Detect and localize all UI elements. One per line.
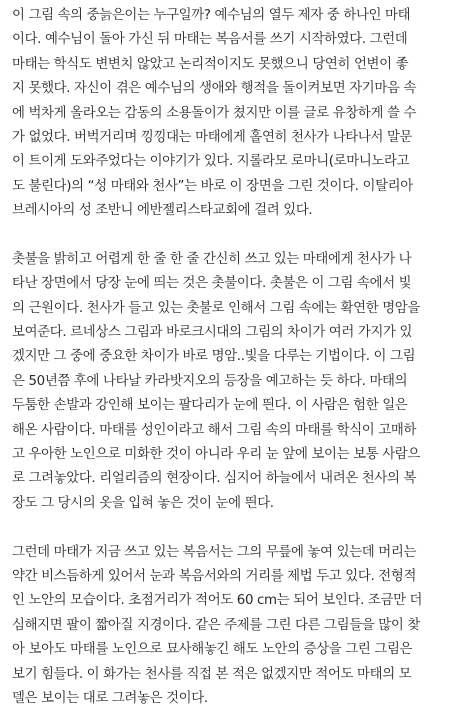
text-line: 타난 장면에서 당장 눈에 띄는 것은 촛불이다. 촛불은 이 그림 속에서 빛 xyxy=(12,276,412,292)
text-line: 이 그림 속의 중늙은이는 누구일까? 예수님의 열두 제자 중 하나인 마태 xyxy=(12,8,411,23)
text-line: 이 트이게 도와주었다는 이야기가 있다. 지롤라모 로마니(로마니노라고 xyxy=(12,154,410,170)
text-line: 델은 보이는 대로 그려놓은 것이다. xyxy=(12,690,208,706)
text-line: 의 근원이다. 천사가 들고 있는 촛불로 인해서 그림 속에는 확연한 명암을 xyxy=(12,300,420,316)
text-line: 에 벅차게 올라오는 감동의 소용돌이가 쳤지만 이를 글로 유창하게 쓸 수 xyxy=(12,105,417,121)
text-line: 아 보아도 마태를 노인으로 묘사해놓긴 해도 노안의 증상을 그린 그림은 xyxy=(12,642,413,658)
text-line: 보여준다. 르네상스 그림과 바로크시대의 그림의 차이가 여러 가지가 있 xyxy=(12,325,413,341)
text-line: 약간 비스듬하게 있어서 눈과 복음서와의 거리를 제법 두고 있다. 전형적 xyxy=(12,568,417,584)
paragraph-spacer xyxy=(12,224,464,248)
text-line: 장도 그 당시의 옷을 입혀 놓은 것이 눈에 띈다. xyxy=(12,495,274,511)
text-line: 두툼한 손발과 강인해 보이는 팔다리가 눈에 띈다. 이 사람은 험한 일은 xyxy=(12,398,408,414)
text-line: 지 못했다. 자신이 겪은 예수님의 생애와 행적을 돌이켜보면 자기마음 속 xyxy=(12,81,417,97)
text-line: 로 그려놓았다. 리얼리즘의 현장이다. 심지어 하늘에서 내려온 천사의 복 xyxy=(12,471,417,487)
text-line: 인 노안의 모습이다. 초점거리가 적어도 60 cm는 되어 보인다. 조금만 더 xyxy=(12,593,423,609)
paragraph-spacer xyxy=(12,516,464,540)
paragraph-intro xyxy=(12,4,464,224)
text-line: 이다. 예수님이 돌아 가신 뒤 마태는 복음서를 쓰기 시작하였다. 그런데 xyxy=(12,32,408,48)
text-line: 촛불을 밝히고 어렵게 한 줄 한 줄 간신히 쓰고 있는 마태에게 천사가 나 xyxy=(12,251,412,267)
paragraph-presbyopia xyxy=(12,541,464,711)
paragraph-candlelight xyxy=(12,248,464,516)
text-line: 겠지만 그 중에 중요한 차이가 바로 명암..빛을 다루는 기법이다. 이 그림 xyxy=(12,349,416,365)
text-line: 마태는 학식도 변변치 않았고 논리적이지도 못했으니 당연히 언변이 좋 xyxy=(12,56,409,72)
text-line: 고 우아한 노인으로 미화한 것이 아니라 우리 눈 앞에 보이는 보통 사람으 xyxy=(12,447,420,463)
article-body xyxy=(12,4,464,711)
text-line: 은 50년쯤 후에 나타날 카라밧지오의 등장을 예고하는 듯 하다. 마태의 xyxy=(12,373,408,389)
text-line: 해온 사람이다. 마태를 성인이라고 해서 그림 속의 마태를 학식이 고매하 xyxy=(12,422,417,438)
text-line: 심해지면 팔이 짧아질 지경이다. 같은 주제를 그린 다른 그림들을 많이 찾 xyxy=(12,617,420,633)
text-line: 가 없었다. 버벅거리며 낑낑대는 마태에게 홀연히 천사가 나타나서 말문 xyxy=(12,129,413,145)
text-line: 보기 힘들다. 이 화가는 천사를 직접 본 적은 없겠지만 적어도 마태의 모 xyxy=(12,666,412,682)
text-line: 브레시아의 성 조반니 에반젤리스타교회에 걸려 있다. xyxy=(12,203,313,219)
text-line: 그런데 마태가 지금 쓰고 있는 복음서는 그의 무릎에 놓여 있는데 머리는 xyxy=(12,544,417,560)
text-line: 도 불린다)의 “성 마태와 천사”는 바로 이 장면을 그린 것이다. 이탈리아 xyxy=(12,178,413,194)
